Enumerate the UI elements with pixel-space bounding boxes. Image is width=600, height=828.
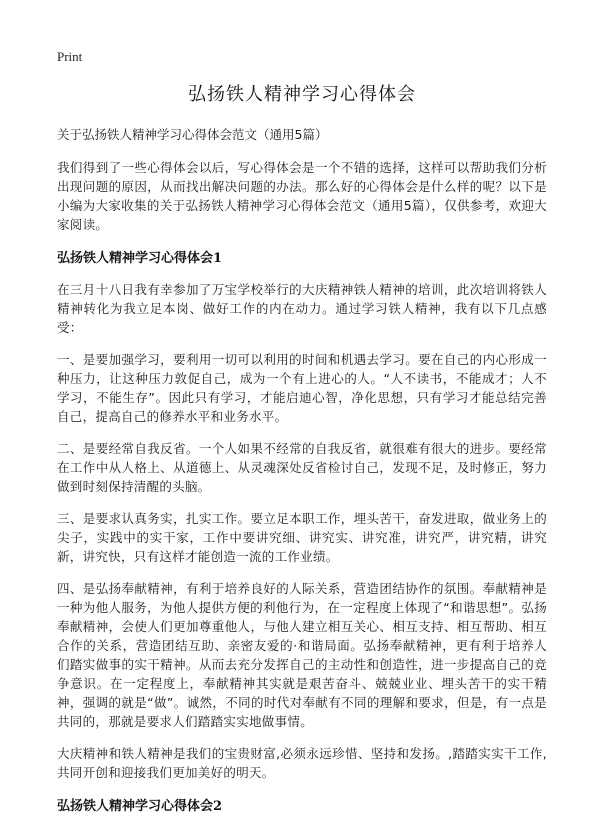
print-link[interactable]: Print (57, 49, 83, 64)
section-heading-1: 弘扬铁人精神学习心得体会1 (57, 251, 223, 266)
section-1-paragraph: 四、是弘扬奉献精神，有利于培养良好的人际关系，营造团结协作的氛围。奉献精神是一种为他人服务，为他人提供方便的利他行为，在一定程度上体现了“和谐思想”。弘扬奉献精神，会使人们更加尊重他人，与他人建立相互关心、相互支持、相互帮助、相互合作的关系，营造团结互助、亲密友爱的·和谐局面。弘扬奉献精神，更有利于培养人们踏实做事的实干精神。从而去充分发挥自己的主动性和创造性，进一步提高自己的竞争意识。在一定程度上，奉献精神其实就是艰苦奋斗、兢兢业业、埋头苦干的实干精神，强调的就是“做”。诚然，不同的时代对奉献有不同的理解和要求，但是，有一点是共同的，那就是要求人们踏踏实实地做事情。 (57, 581, 547, 729)
section-1-paragraph: 大庆精神和铁人精神是我们的宝贵财富,必须永远珍惜、坚持和发扬。,踏踏实实干工作,共同开创和迎接我们更加美好的明天。 (57, 746, 547, 780)
section-heading-2: 弘扬铁人精神学习心得体会2 (57, 799, 223, 814)
intro-paragraph: 我们得到了一些心得体会以后，写心得体会是一个不错的选择，这样可以帮助我们分析出现问题的原因，从而找出解决问题的办法。那么好的心得体会是什么样的呢？以下是小编为大家收集的关于弘扬铁人精神学习心得体会范文（通用5篇），仅供参考，欢迎大家阅读。 (57, 160, 547, 232)
section-1-paragraph: 一、是要加强学习，要利用一切可以利用的时间和机遇去学习。要在自己的内心形成一种压力，让这种压力敦促自己，成为一个有上进心的人。“人不读书，不能成才；人不学习，不能生存”。因此只有学习，才能启迪心智，净化思想，只有学习才能总结完善自己，提高自己的修养水平和业务水平。 (57, 352, 547, 424)
section-1-paragraph: 三、是要求认真务实，扎实工作。要立足本职工作，埋头苦干，奋发进取，做业务上的尖子，实践中的实干家，工作中要讲究细、讲究实、讲究准，讲究严，讲究精，讲究新，讲究快，只有这样才能创造一流的工作业绩。 (57, 511, 547, 564)
section-1-paragraph: 二、是要经常自我反省。一个人如果不经常的自我反省，就很难有很大的进步。要经常在工作中从人格上、从道德上、从灵魂深处反省检讨自己，发现不足，及时修正，努力做到时刻保持清醒的头脑。 (57, 441, 547, 494)
document-subtitle: 关于弘扬铁人精神学习心得体会范文（通用5篇） (57, 127, 328, 142)
section-1-paragraph: 在三月十八日我有幸参加了万宝学校举行的大庆精神铁人精神的培训，此次培训将铁人精神转化为我立足本岗、做好工作的内在动力。通过学习铁人精神，我有以下几点感受： (57, 282, 547, 335)
document-title: 弘扬铁人精神学习心得体会 (188, 84, 416, 105)
document-body (57, 80, 547, 828)
